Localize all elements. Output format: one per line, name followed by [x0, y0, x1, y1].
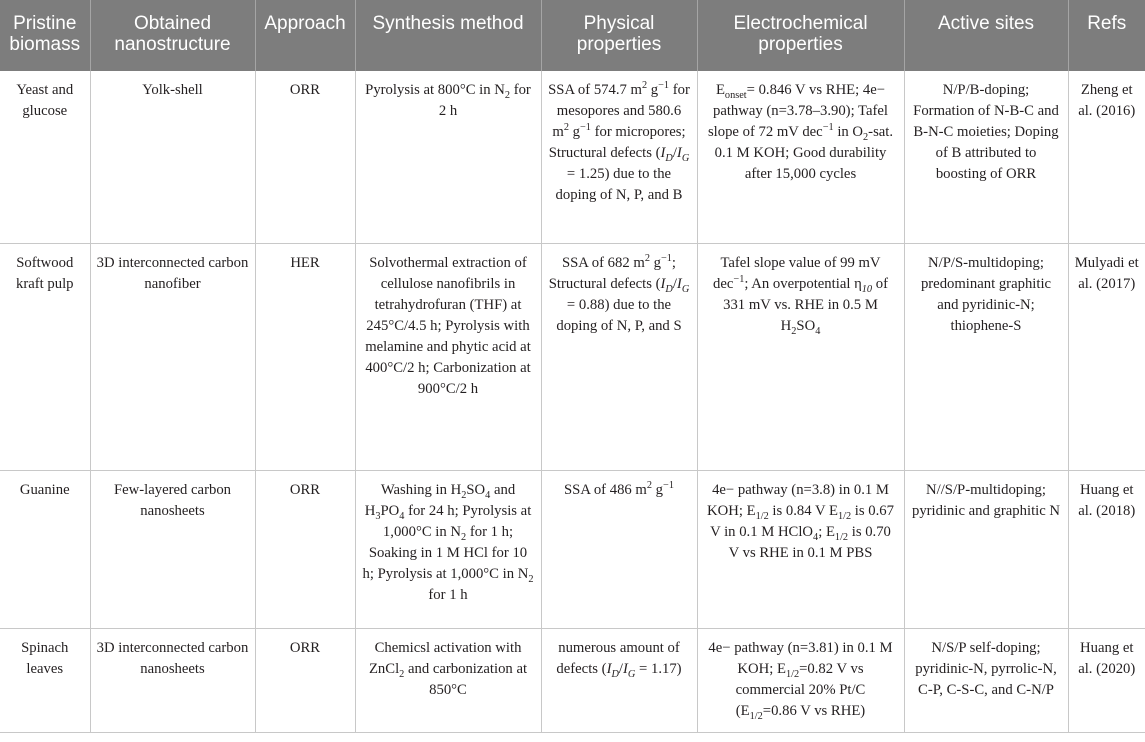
cell-biomass: Softwood kraft pulp: [0, 244, 90, 471]
header-physical-properties: Physical properties: [541, 0, 697, 71]
cell-active-sites: N/S/P self-doping; pyridinic-N, pyrrolic-N, C-P, C-S-C, and C-N/P: [904, 629, 1068, 733]
cell-electrochemical: $E_{onset}= 0.846$ V vs RHE; 4e− pathway (n=3.78–3.90); Tafel slope of 72 mV dec$^{-1}$ in $O_2$-sat. 0.1 M KOH; Good durability after 15,000 cycles: [697, 71, 904, 244]
cell-biomass: Guanine: [0, 471, 90, 629]
cell-physical: SSA of 682 $m^2$ $g^{-1}$; Structural defects $(I_D/I_G = 0.88)$ due to the doping of N, P, and S: [541, 244, 697, 471]
cell-approach: ORR: [255, 71, 355, 244]
header-approach: Approach: [255, 0, 355, 71]
cell-synthesis: Washing in $H_2SO_4$ and $H_3PO_4$ for 24 h; Pyrolysis at 1,000°C in $N_2$ for 1 h; Soaking in 1 M HCl for 10 h; Pyrolysis at 1,000°C in $N_2$ for 1 h: [355, 471, 541, 629]
cell-refs: Zheng et al. (2016): [1068, 71, 1145, 244]
cell-synthesis: Solvothermal extraction of cellulose nanofibrils in tetrahydrofuran (THF) at 245°C/4.5 h; Pyrolysis with melamine and phytic acid at 400°C/2 h; Carbonization at 900°C/2 h: [355, 244, 541, 471]
header-pristine-biomass: Pristine biomass: [0, 0, 90, 71]
table-row: [0, 629, 1145, 733]
table-row: [0, 471, 1145, 629]
header-electrochemical-properties: Electrochemical properties: [697, 0, 904, 71]
cell-synthesis: Pyrolysis at 800°C in $N_2$ for 2 h: [355, 71, 541, 244]
header-synthesis-method: Synthesis method: [355, 0, 541, 71]
header-row: [0, 0, 1145, 71]
table-row: [0, 244, 1145, 471]
cell-refs: Huang et al. (2018): [1068, 471, 1145, 629]
cell-refs: Mulyadi et al. (2017): [1068, 244, 1145, 471]
cell-approach: ORR: [255, 629, 355, 733]
cell-synthesis: Chemicsl activation with ZnCl$_2$ and carbonization at 850°C: [355, 629, 541, 733]
cell-active-sites: N/P/B-doping; Formation of N-B-C and B-N-C moieties; Doping of B attributed to boosting of ORR: [904, 71, 1068, 244]
cell-approach: HER: [255, 244, 355, 471]
cell-biomass: Yeast and glucose: [0, 71, 90, 244]
cell-active-sites: N//S/P-multidoping; pyridinic and graphitic N: [904, 471, 1068, 629]
cell-physical: numerous amount of defects $(I_D/I_G = 1.17)$: [541, 629, 697, 733]
header-obtained-nanostructure: Obtained nanostructure: [90, 0, 255, 71]
cell-electrochemical: 4e− pathway (n=3.8) in 0.1 M KOH; $E_{1/2}$ is 0.84 V $E_{1/2}$ is 0.67 V in 0.1 M HClO$_4$; $E_{1/2}$ is 0.70 V vs RHE in 0.1 M PBS: [697, 471, 904, 629]
cell-nanostructure: 3D interconnected carbon nanofiber: [90, 244, 255, 471]
cell-physical: SSA of 486 $m^2$ $g^{-1}$: [541, 471, 697, 629]
cell-electrochemical: Tafel slope value of 99 mV dec$^{-1}$; An overpotential $\eta_{10}$ of 331 mV vs. RHE in 0.5 M $H_2SO_4$: [697, 244, 904, 471]
header-refs: Refs: [1068, 0, 1145, 71]
cell-physical: SSA of 574.7 $m^2$ $g^{-1}$ for mesopores and 580.6 $m^2$ $g^{-1}$ for micropores; Structural defects $(I_D/I_G = 1.25)$ due to the doping of N, P, and B: [541, 71, 697, 244]
cell-nanostructure: Yolk-shell: [90, 71, 255, 244]
cell-biomass: Spinach leaves: [0, 629, 90, 733]
cell-refs: Huang et al. (2020): [1068, 629, 1145, 733]
cell-nanostructure: Few-layered carbon nanosheets: [90, 471, 255, 629]
header-active-sites: Active sites: [904, 0, 1068, 71]
cell-approach: ORR: [255, 471, 355, 629]
table-row: [0, 71, 1145, 244]
cell-nanostructure: 3D interconnected carbon nanosheets: [90, 629, 255, 733]
cell-active-sites: N/P/S-multidoping; predominant graphitic and pyridinic-N; thiophene-S: [904, 244, 1068, 471]
cell-electrochemical: 4e− pathway (n=3.81) in 0.1 M KOH; $E_{1/2}=0.82$ V vs commercial 20% Pt/C ($E_{1/2}=0.86$ V vs RHE): [697, 629, 904, 733]
